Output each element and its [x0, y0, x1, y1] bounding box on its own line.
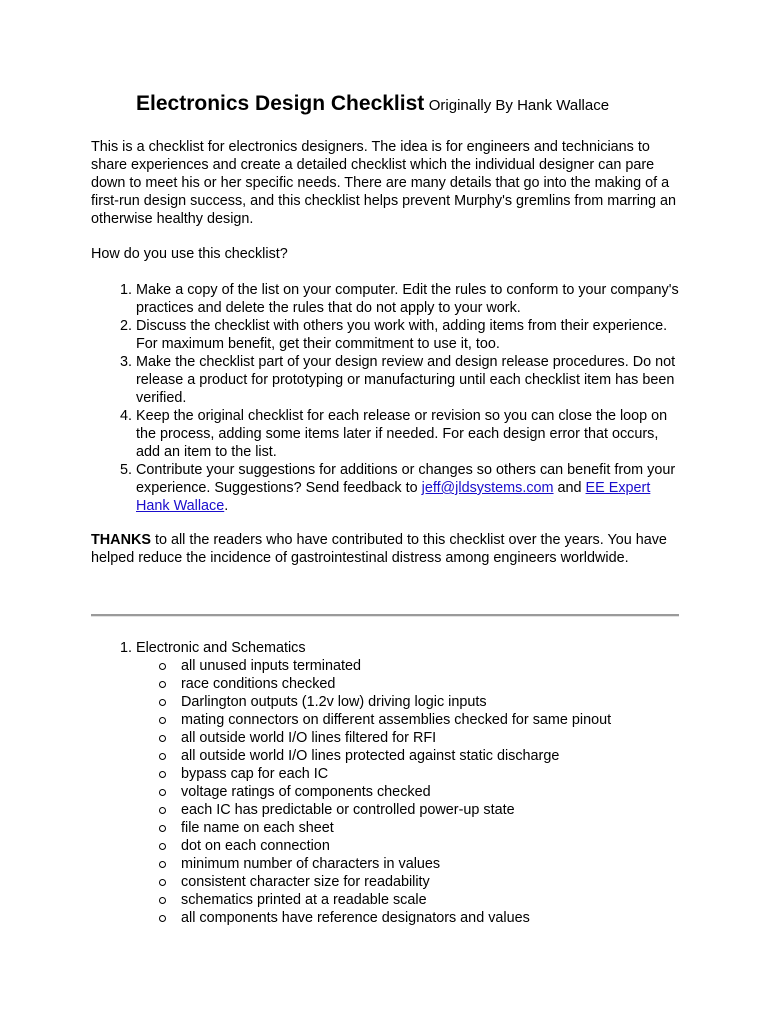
section-electronic-schematics — [136, 639, 681, 927]
circle-bullet-icon — [159, 843, 166, 850]
item-text: all components have reference designators and values — [181, 910, 530, 926]
circle-bullet-icon — [159, 771, 166, 778]
item-text: file name on each sheet — [181, 820, 334, 836]
item-text: each IC has predictable or controlled power-up state — [181, 802, 515, 818]
usage-step: 2. Discuss the checklist with others you work with, adding items from their experience. For maximum benefit, get their commitment to use it, too. — [136, 317, 681, 353]
thanks-text: to all the readers who have contributed to this checklist over the years. You have helped reduce the incidence of gastrointestinal distress among engineers worldwide. — [91, 532, 667, 566]
usage-steps-list — [91, 281, 681, 515]
circle-bullet-icon — [159, 807, 166, 814]
usage-step-contribute — [136, 461, 681, 515]
checklist-item — [181, 657, 681, 675]
item-text: consistent character size for readability — [181, 874, 430, 890]
circle-bullet-icon — [159, 681, 166, 688]
circle-bullet-icon — [159, 861, 166, 868]
contribute-period: . — [224, 498, 229, 514]
contribute-and: and — [553, 480, 586, 496]
thanks-bold: THANKS — [91, 532, 151, 548]
item-text: minimum number of characters in values — [181, 856, 441, 872]
contribute-text: Contribute your suggestions for additions or changes so others can benefit from your experience. Suggestions? Send feedback to — [136, 462, 676, 496]
checklist-item — [181, 693, 681, 711]
circle-bullet-icon — [159, 897, 166, 904]
item-text: voltage ratings of components checked — [181, 784, 431, 800]
checklist-item — [181, 891, 681, 909]
checklist-items — [136, 657, 681, 927]
item-text: all outside world I/O lines filtered for RFI — [181, 730, 437, 746]
item-text: all unused inputs terminated — [181, 658, 361, 674]
usage-step: 3. Make the checklist part of your design review and design release procedures. Do not release a product for prototyping or manufacturing until each checklist item has been verified. — [136, 353, 681, 407]
checklist-item — [181, 675, 681, 693]
circle-bullet-icon — [159, 825, 166, 832]
circle-bullet-icon — [159, 699, 166, 706]
checklist-item — [181, 837, 681, 855]
circle-bullet-icon — [159, 717, 166, 724]
checklist-item — [181, 801, 681, 819]
checklist-item — [181, 855, 681, 873]
usage-step: 4. Keep the original checklist for each release or revision so you can close the loop on the process, adding some items later if needed. For each design error that occurs, add an item to the list. — [136, 407, 681, 461]
thanks-paragraph — [91, 531, 681, 567]
email-link[interactable]: jeff@jldsystems.com — [421, 480, 554, 496]
item-text: dot on each connection — [181, 838, 330, 854]
checklist-item — [181, 873, 681, 891]
item-text: schematics printed at a readable scale — [181, 892, 427, 908]
horizontal-divider — [91, 614, 679, 617]
checklist-item — [181, 747, 681, 765]
checklist-item — [181, 783, 681, 801]
usage-step: 1. Make a copy of the list on your computer. Edit the rules to conform to your company's practices and delete the rules that do not apply to your work. — [136, 281, 681, 317]
title-byline: Originally By Hank Wallace — [428, 97, 610, 114]
circle-bullet-icon — [159, 879, 166, 886]
checklist-item — [181, 729, 681, 747]
expert-link[interactable]: EE Expert Hank Wallace — [136, 480, 651, 514]
title-main: Electronics Design Checklist — [136, 92, 425, 115]
item-text: all outside world I/O lines protected against static discharge — [181, 748, 560, 764]
section-title: Electronic and Schematics — [136, 640, 306, 656]
checklist-sections — [91, 639, 681, 927]
item-text: mating connectors on different assemblies checked for same pinout — [181, 712, 612, 728]
document-title — [136, 92, 696, 116]
item-text: bypass cap for each IC — [181, 766, 329, 782]
item-text: race conditions checked — [181, 676, 336, 692]
circle-bullet-icon — [159, 753, 166, 760]
circle-bullet-icon — [159, 915, 166, 922]
circle-bullet-icon — [159, 663, 166, 670]
how-to-question: How do you use this checklist? — [91, 246, 288, 262]
item-text: Darlington outputs (1.2v low) driving logic inputs — [181, 694, 487, 710]
intro-paragraph: This is a checklist for electronics designers. The idea is for engineers and technicians to share experiences and create a detailed checklist which the individual designer can pare down to meet his or her specific needs. There are many details that go into the making of a first-run design success, and this checklist helps prevent Murphy's gremlins from marring an otherwise healthy design. — [91, 139, 676, 227]
checklist-item — [181, 819, 681, 837]
checklist-item — [181, 711, 681, 729]
checklist-item — [181, 765, 681, 783]
checklist-item — [181, 909, 681, 927]
circle-bullet-icon — [159, 789, 166, 796]
circle-bullet-icon — [159, 735, 166, 742]
